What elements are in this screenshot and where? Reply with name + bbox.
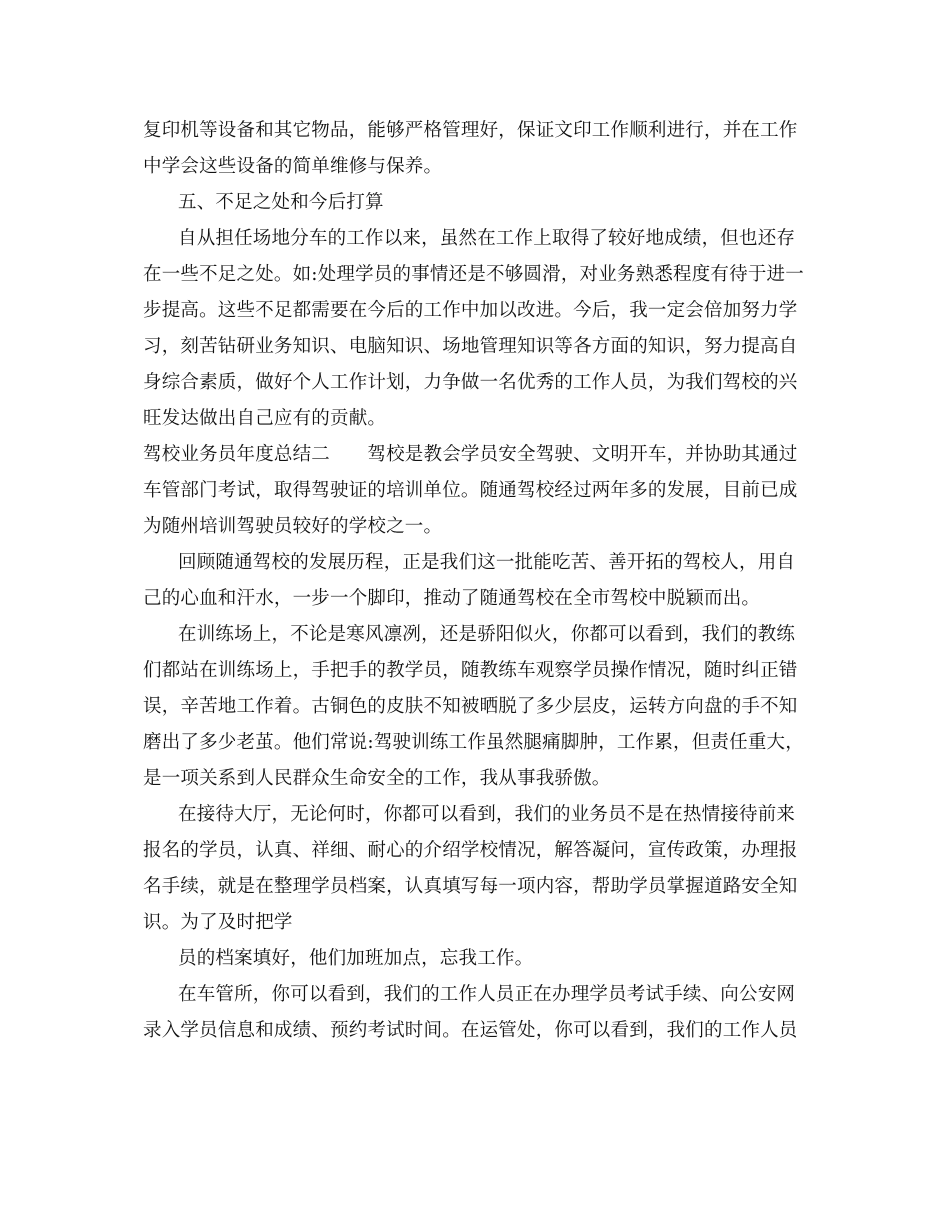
text-line-14: 己的心血和汗水，一步一个脚印，推动了随通驾校在全市驾校中脱颖而出。 (143, 588, 761, 609)
text-line-18: 磨出了多少老茧。他们常说:驾驶训练工作虽然腿痛脚肿，工作累，但责任重大， (143, 732, 804, 753)
text-line-7: 习，刻苦钻研业务知识、电脑知识、场地管理知识等各方面的知识，努力提高自 (143, 336, 798, 357)
text-line-11: 车管部门考试，取得驾驶证的培训单位。随通驾校经过两年多的发展，目前已成 (143, 480, 798, 501)
text-line-26: 录入学员信息和成绩、预约考试时间。在运管处，你可以看到，我们的工作人员 (143, 1020, 798, 1041)
text-line-16: 们都站在训练场上，手把手的教学员，随教练车观察学员操作情况，随时纠正错 (143, 660, 798, 681)
text-line-1: 复印机等设备和其它物品，能够严格管理好，保证文印工作顺利进行，并在工作 (143, 120, 798, 141)
text-line-2: 中学会这些设备的简单维修与保养。 (143, 156, 443, 177)
text-line-24: 员的档案填好，他们加班加点，忘我工作。 (178, 948, 534, 969)
text-line-17: 误，辛苦地工作着。古铜色的皮肤不知被晒脱了多少层皮，运转方向盘的手不知 (143, 696, 798, 717)
text-line-9: 旺发达做出自己应有的贡献。 (143, 408, 387, 429)
text-line-6: 步提高。这些不足都需要在今后的工作中加以改进。今后，我一定会倍加努力学 (143, 300, 798, 321)
text-line-4: 自从担任场地分车的工作以来，虽然在工作上取得了较好地成绩，但也还存 (178, 228, 796, 249)
text-line-25: 在车管所，你可以看到，我们的工作人员正在办理学员考试手续、向公安网 (178, 984, 796, 1005)
text-line-22: 名手续，就是在整理学员档案，认真填写每一项内容，帮助学员掌握道路安全知 (143, 876, 798, 897)
text-line-8: 身综合素质，做好个人工作计划，力争做一名优秀的工作人员，为我们驾校的兴 (143, 372, 798, 393)
text-line-5: 在一些不足之处。如:处理学员的事情还是不够圆滑，对业务熟悉程度有待于进一 (143, 264, 804, 285)
document-title-line: 驾校业务员年度总结二 驾校是教会学员安全驾驶、文明开车，并协助其通过 (143, 444, 798, 465)
text-line-21: 报名的学员，认真、祥细、耐心的介绍学校情况，解答凝问，宣传政策，办理报 (143, 840, 798, 861)
text-line-15: 在训练场上，不论是寒风凛冽，还是骄阳似火，你都可以看到，我们的教练 (178, 624, 796, 645)
text-line-19: 是一项关系到人民群众生命安全的工作，我从事我骄傲。 (143, 768, 611, 789)
text-line-12: 为随州培训驾驶员较好的学校之一。 (143, 516, 443, 537)
section-heading: 五、不足之处和今后打算 (178, 192, 384, 213)
text-line-20: 在接待大厅，无论何时，你都可以看到，我们的业务员不是在热情接待前来 (178, 804, 796, 825)
text-line-13: 回顾随通驾校的发展历程，正是我们这一批能吃苦、善开拓的驾校人，用自 (178, 552, 796, 573)
text-line-23: 识。为了及时把学 (143, 912, 293, 933)
